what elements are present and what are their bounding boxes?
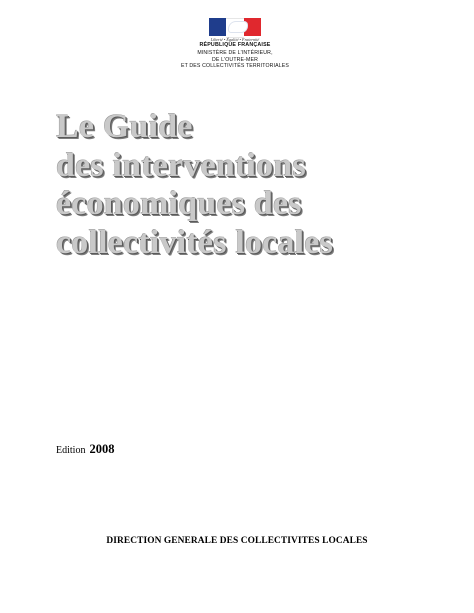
ministry-name bbox=[150, 50, 320, 70]
title-line: collectivités locales bbox=[56, 223, 334, 261]
republic-motto: Liberté • Égalité • Fraternité bbox=[210, 37, 260, 42]
edition-year: 2008 bbox=[89, 442, 115, 456]
title-line: économiques des bbox=[56, 185, 302, 222]
title-line: des interventions bbox=[56, 146, 306, 184]
republic-name: RÉPUBLIQUE FRANÇAISE bbox=[199, 42, 271, 48]
flag-blue-band bbox=[209, 18, 226, 36]
ministry-line: ET DES COLLECTIVITÉS TERRITORIALES bbox=[180, 63, 289, 70]
ministry-line: MINISTÈRE DE L'INTÉRIEUR, bbox=[197, 50, 273, 56]
issuing-direction: DIRECTION GENERALE DES COLLECTIVITES LOCALES bbox=[106, 536, 368, 546]
marianne-flag-icon bbox=[209, 18, 261, 36]
marianne-profile-icon bbox=[229, 22, 247, 32]
edition-info bbox=[56, 440, 114, 458]
edition-label: Edition bbox=[56, 445, 86, 456]
document-title bbox=[56, 108, 456, 262]
ministry-line: DE L'OUTRE-MER bbox=[211, 56, 259, 63]
title-line: Le Guide bbox=[56, 108, 193, 145]
